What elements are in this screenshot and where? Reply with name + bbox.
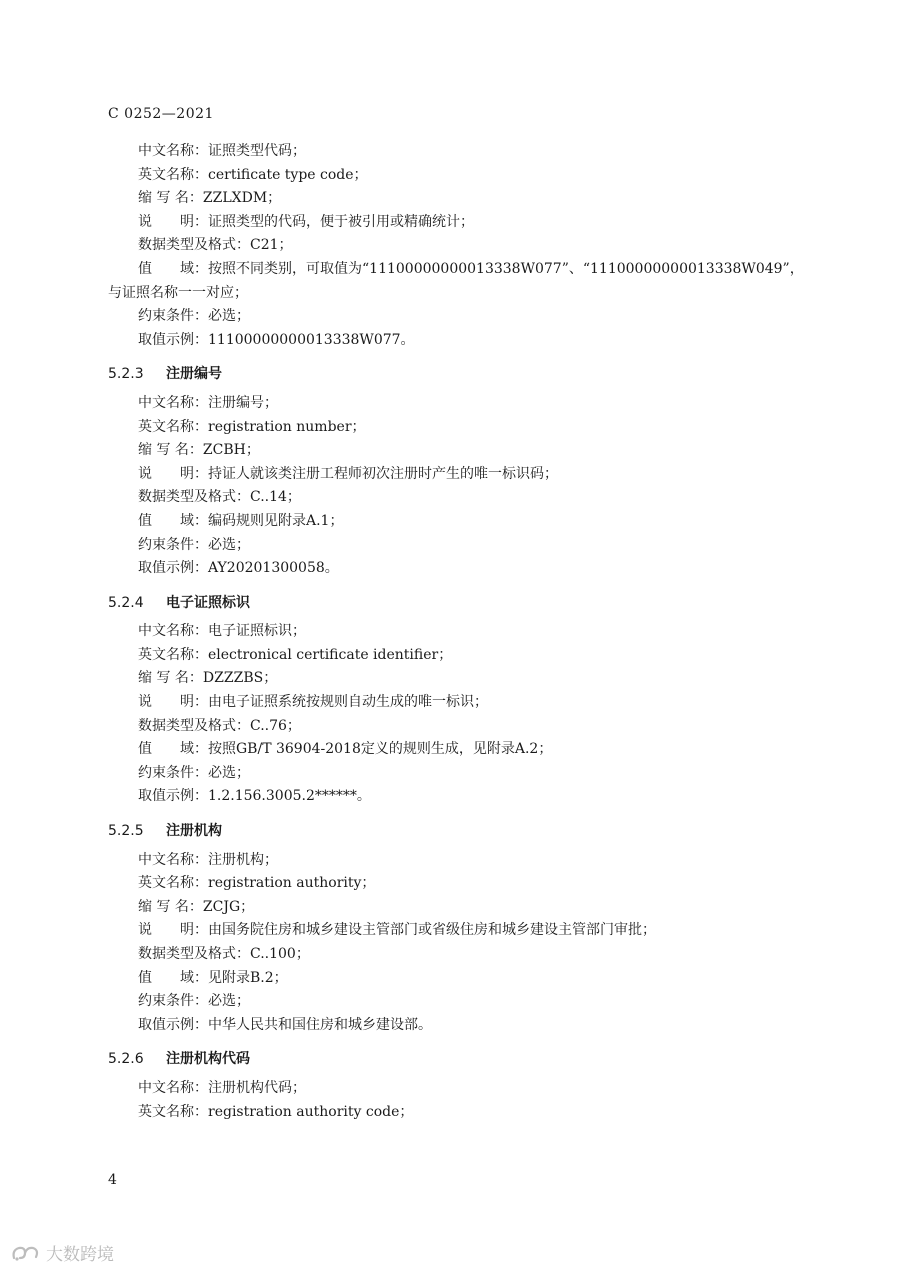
field-line	[108, 392, 828, 416]
field-value: 必选；	[208, 993, 250, 1010]
field-value: 电子证照标识；	[208, 623, 306, 640]
field-label: 数据类型及格式：	[138, 489, 250, 506]
document-header: C 0252—2021	[108, 106, 214, 122]
field-label: 约束条件：	[138, 993, 208, 1010]
field-label: 取值示例：	[138, 788, 208, 805]
field-label: 中文名称：	[138, 623, 208, 640]
field-label: 中文名称：	[138, 1079, 208, 1096]
field-line	[108, 486, 828, 510]
field-line	[108, 620, 828, 644]
field-value: 中华人民共和国住房和城乡建设部。	[208, 1016, 432, 1033]
field-label: 说 明：	[138, 213, 208, 230]
field-line	[108, 282, 828, 306]
field-value: electronical certificate identifier；	[208, 646, 453, 663]
field-line	[108, 943, 828, 967]
field-value: 按照不同类别，可取值为“11100000000013338W077”、“11100000000013338W049”，	[208, 260, 804, 277]
field-line	[108, 439, 828, 463]
field-value: ZZLXDM；	[202, 190, 282, 207]
field-value: 注册机构代码；	[208, 1079, 306, 1096]
field-value: 注册编号；	[208, 394, 278, 411]
field-line	[108, 715, 828, 739]
field-label: 缩 写 名：	[138, 670, 203, 687]
field-value: 证照类型的代码，便于被引用或精确统计；	[208, 213, 474, 230]
field-line	[108, 738, 828, 762]
field-label: 值 域：	[138, 260, 208, 277]
field-label: 英文名称：	[138, 166, 208, 183]
field-value: 由电子证照系统按规则自动生成的唯一标识；	[208, 694, 488, 711]
field-label: 约束条件：	[138, 308, 208, 325]
field-label: 值 域：	[138, 969, 208, 986]
field-line	[108, 872, 828, 896]
document-body	[108, 140, 828, 1124]
field-line	[108, 691, 828, 715]
field-value: 见附录B.2；	[208, 969, 288, 986]
field-line	[108, 896, 828, 920]
field-label: 缩 写 名：	[138, 190, 203, 207]
field-label: 数据类型及格式：	[138, 946, 250, 962]
field-label: 约束条件：	[138, 764, 208, 781]
field-label: 英文名称：	[138, 646, 208, 663]
section-title: 注册机构代码	[166, 1051, 250, 1068]
field-line	[108, 967, 828, 991]
field-label: 取值示例：	[138, 1016, 208, 1033]
field-value: registration authority code；	[208, 1103, 414, 1120]
field-line	[108, 667, 828, 691]
field-label: 约束条件：	[138, 536, 208, 553]
field-label: 数据类型及格式：	[138, 237, 250, 254]
section-title: 注册机构	[166, 823, 222, 840]
field-line	[108, 1014, 828, 1038]
field-value: DZZZBS；	[202, 670, 278, 687]
field-line	[108, 557, 828, 581]
field-value: C..14；	[250, 489, 301, 506]
field-label: 值 域：	[138, 512, 208, 529]
section-number: 5.2.6	[108, 1051, 144, 1068]
field-line	[108, 234, 828, 258]
field-value: registration number；	[208, 418, 366, 435]
field-line	[108, 762, 828, 786]
field-line	[108, 919, 828, 943]
field-label: 中文名称：	[138, 851, 208, 868]
field-value: 必选；	[208, 536, 250, 553]
field-line	[108, 1101, 828, 1125]
field-value: 与证照名称一一对应；	[108, 284, 248, 301]
field-value: 证照类型代码；	[208, 143, 306, 159]
field-label: 中文名称：	[138, 143, 208, 159]
field-line	[108, 187, 828, 211]
page-number: 4	[108, 1172, 117, 1188]
field-value: C21；	[250, 237, 293, 254]
section-title: 注册编号	[166, 366, 222, 383]
field-value: C..100；	[250, 946, 310, 962]
field-value: registration authority；	[208, 875, 376, 892]
watermark-text: 大数跨境	[46, 1245, 114, 1265]
field-value: ZCJG；	[202, 898, 255, 915]
field-line	[108, 305, 828, 329]
field-value: 按照GB/T 36904-2018定义的规则生成，见附录A.2；	[208, 741, 553, 758]
field-line	[108, 329, 828, 353]
watermark-logo-icon	[10, 1244, 40, 1262]
field-line	[108, 140, 828, 164]
field-value: 注册机构；	[208, 851, 278, 868]
watermark	[10, 1240, 114, 1265]
field-value: 编码规则见附录A.1；	[208, 512, 344, 529]
field-label: 英文名称：	[138, 418, 208, 435]
section-title: 电子证照标识	[166, 594, 250, 611]
field-label: 缩 写 名：	[138, 898, 203, 915]
field-value: 11100000000013338W077。	[208, 331, 415, 348]
section-heading	[108, 1048, 828, 1072]
field-value: certificate type code；	[208, 166, 368, 183]
field-label: 缩 写 名：	[138, 442, 203, 459]
field-label: 中文名称：	[138, 394, 208, 411]
field-line	[108, 463, 828, 487]
field-label: 说 明：	[138, 922, 208, 939]
field-line	[108, 849, 828, 873]
field-value: 必选；	[208, 764, 250, 781]
field-label: 数据类型及格式：	[138, 717, 250, 734]
section-heading	[108, 363, 828, 387]
field-line	[108, 534, 828, 558]
field-label: 英文名称：	[138, 1103, 208, 1120]
field-label: 英文名称：	[138, 875, 208, 892]
section-number: 5.2.5	[108, 823, 144, 840]
field-value: C..76；	[250, 717, 301, 734]
field-label: 值 域：	[138, 741, 208, 758]
field-line	[108, 258, 828, 282]
field-value: 必选；	[208, 308, 250, 325]
section-heading	[108, 592, 828, 616]
field-line	[108, 510, 828, 534]
field-label: 说 明：	[138, 465, 208, 482]
field-line	[108, 785, 828, 809]
field-label: 说 明：	[138, 694, 208, 711]
field-value: AY20201300058。	[208, 560, 339, 577]
field-line	[108, 1077, 828, 1101]
field-value: 由国务院住房和城乡建设主管部门或省级住房和城乡建设主管部门审批；	[208, 922, 656, 939]
field-value: 1.2.156.3005.2******。	[208, 788, 371, 805]
field-value: 持证人就该类注册工程师初次注册时产生的唯一标识码；	[208, 465, 558, 482]
field-label: 取值示例：	[138, 560, 208, 577]
section-number: 5.2.4	[108, 594, 144, 611]
field-line	[108, 164, 828, 188]
section-number: 5.2.3	[108, 366, 144, 383]
section-heading	[108, 820, 828, 844]
field-line	[108, 416, 828, 440]
field-line	[108, 990, 828, 1014]
field-line	[108, 644, 828, 668]
field-value: ZCBH；	[202, 442, 260, 459]
field-label: 取值示例：	[138, 331, 208, 348]
field-line	[108, 211, 828, 235]
